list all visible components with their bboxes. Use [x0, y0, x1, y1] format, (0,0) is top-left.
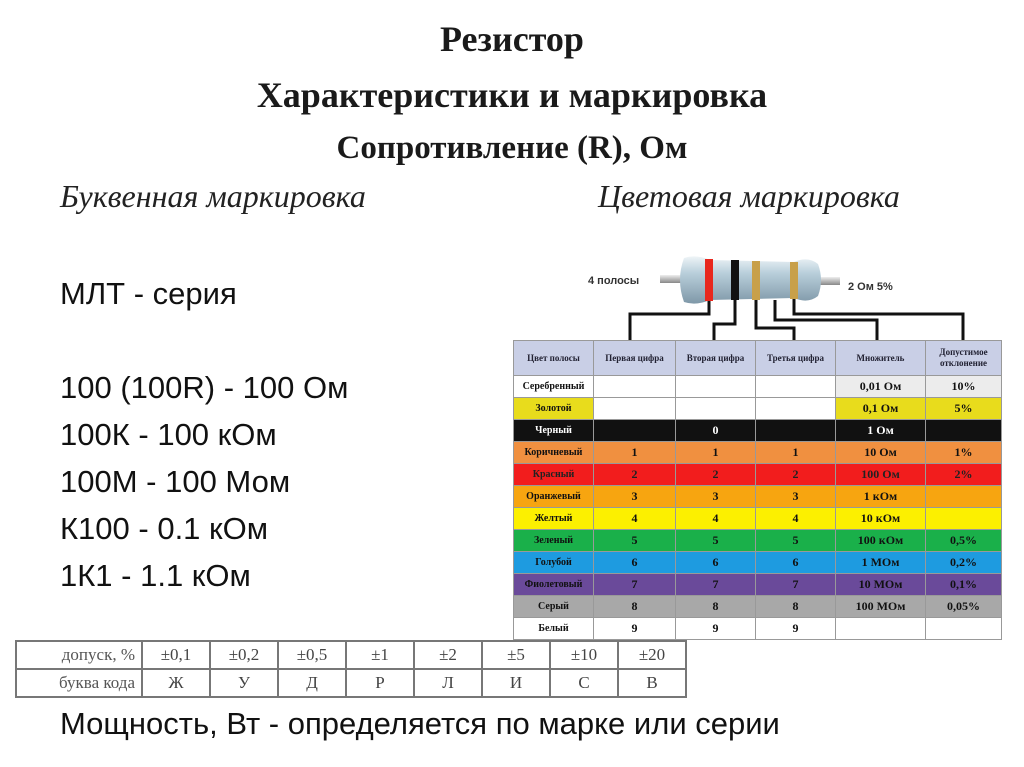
series-text: МЛТ - серия [60, 276, 237, 311]
table-header-row [514, 341, 1002, 376]
third-digit: 1 [756, 442, 836, 464]
second-digit: 3 [676, 486, 756, 508]
band-color-name: Черный [514, 420, 594, 442]
resistor-bands-label: 4 полосы [588, 275, 640, 287]
table-row [514, 398, 1002, 420]
second-digit: 1 [676, 442, 756, 464]
third-digit [756, 398, 836, 420]
third-digit: 4 [756, 508, 836, 530]
power-note: Мощность, Вт - определяется по марке или серии [60, 706, 780, 741]
resistor-band-gold-1 [752, 261, 760, 300]
band-color-name: Желтый [514, 508, 594, 530]
multiplier: 1 Ом [836, 420, 926, 442]
third-digit: 3 [756, 486, 836, 508]
first-digit [594, 398, 676, 420]
color-code-table [513, 340, 1002, 640]
band-color-name: Красный [514, 464, 594, 486]
tolerance: 1% [926, 442, 1002, 464]
header-cell: Вторая цифра [676, 341, 756, 376]
code-letter: В [618, 669, 686, 697]
multiplier: 1 МОм [836, 552, 926, 574]
multiplier: 100 Ом [836, 464, 926, 486]
code-letter: Д [278, 669, 346, 697]
tolerance: 0,5% [926, 530, 1002, 552]
resistor-body [680, 256, 821, 303]
title-resistance: Сопротивление (R), Ом [336, 130, 688, 166]
first-digit [594, 420, 676, 442]
first-digit: 1 [594, 442, 676, 464]
table-row [514, 464, 1002, 486]
band-color-name: Золотой [514, 398, 594, 420]
header-cell: Первая цифра [594, 341, 676, 376]
band-color-name: Коричневый [514, 442, 594, 464]
table-row [514, 596, 1002, 618]
third-digit: 5 [756, 530, 836, 552]
code-letter: С [550, 669, 618, 697]
third-digit: 9 [756, 618, 836, 640]
table-row [514, 618, 1002, 640]
header-cell: Цвет полосы [514, 341, 594, 376]
code-letter: Р [346, 669, 414, 697]
band-color-name: Зеленый [514, 530, 594, 552]
second-digit: 0 [676, 420, 756, 442]
third-digit: 6 [756, 552, 836, 574]
second-digit: 7 [676, 574, 756, 596]
tolerance-row-label: допуск, % [16, 641, 142, 669]
header-cell: Третья цифра [756, 341, 836, 376]
first-digit: 9 [594, 618, 676, 640]
tolerance [926, 486, 1002, 508]
table-row [514, 508, 1002, 530]
multiplier: 1 кОм [836, 486, 926, 508]
resistor-illustration [580, 250, 1010, 342]
code-row-label: буква кода [16, 669, 142, 697]
multiplier: 10 Ом [836, 442, 926, 464]
band-color-name: Серебренный [514, 376, 594, 398]
tolerance-value: ±0,5 [278, 641, 346, 669]
first-digit: 7 [594, 574, 676, 596]
marking-example: 100К - 100 кОм [60, 417, 277, 452]
first-digit: 3 [594, 486, 676, 508]
band-color-name: Серый [514, 596, 594, 618]
subtitle-letter-marking: Буквенная маркировка [60, 178, 366, 214]
resistor-band-black [731, 260, 739, 300]
marking-example: 100М - 100 Мом [60, 464, 291, 499]
tolerance [926, 420, 1002, 442]
marking-example: К100 - 0.1 кОм [60, 511, 269, 546]
tolerance: 10% [926, 376, 1002, 398]
tolerance-value: ±2 [414, 641, 482, 669]
second-digit: 8 [676, 596, 756, 618]
second-digit [676, 398, 756, 420]
tolerance-value: ±0,1 [142, 641, 210, 669]
multiplier [836, 618, 926, 640]
multiplier: 100 кОм [836, 530, 926, 552]
tolerance-row [16, 641, 686, 669]
third-digit: 7 [756, 574, 836, 596]
tolerance-code-table [15, 640, 687, 698]
tolerance-value: ±20 [618, 641, 686, 669]
second-digit: 5 [676, 530, 756, 552]
first-digit: 5 [594, 530, 676, 552]
table-row [514, 530, 1002, 552]
band-color-name: Голубой [514, 552, 594, 574]
marking-example: 100 (100R) - 100 Ом [60, 370, 349, 405]
second-digit [676, 376, 756, 398]
title-characteristics: Характеристики и маркировка [256, 75, 768, 115]
header-cell: Допустимое отклонение [926, 341, 1002, 376]
first-digit: 2 [594, 464, 676, 486]
second-digit: 9 [676, 618, 756, 640]
table-row [514, 376, 1002, 398]
band-color-name: Оранжевый [514, 486, 594, 508]
code-letter: У [210, 669, 278, 697]
header-cell: Множитель [836, 341, 926, 376]
tolerance: 0,05% [926, 596, 1002, 618]
second-digit: 4 [676, 508, 756, 530]
tolerance-value: ±0,2 [210, 641, 278, 669]
third-digit: 2 [756, 464, 836, 486]
band-color-name: Фиолетовый [514, 574, 594, 596]
tolerance [926, 618, 1002, 640]
third-digit [756, 376, 836, 398]
connector-line [630, 301, 709, 340]
first-digit: 8 [594, 596, 676, 618]
table-row [514, 486, 1002, 508]
tolerance: 5% [926, 398, 1002, 420]
table-row [514, 420, 1002, 442]
first-digit [594, 376, 676, 398]
first-digit: 4 [594, 508, 676, 530]
tolerance: 0,1% [926, 574, 1002, 596]
multiplier: 0,01 Ом [836, 376, 926, 398]
tolerance-value: ±5 [482, 641, 550, 669]
marking-example: 1К1 - 1.1 кОм [60, 558, 251, 593]
resistor-value-label: 2 Ом 5% [848, 281, 893, 293]
table-row [514, 442, 1002, 464]
second-digit: 2 [676, 464, 756, 486]
resistor-band-red [705, 259, 713, 301]
code-row [16, 669, 686, 697]
third-digit [756, 420, 836, 442]
multiplier: 10 МОм [836, 574, 926, 596]
tolerance-value: ±10 [550, 641, 618, 669]
multiplier: 10 кОм [836, 508, 926, 530]
tolerance [926, 508, 1002, 530]
title-main: Резистор [440, 19, 584, 59]
tolerance: 0,2% [926, 552, 1002, 574]
band-color-name: Белый [514, 618, 594, 640]
connector-line [714, 300, 735, 340]
tolerance: 2% [926, 464, 1002, 486]
multiplier: 0,1 Ом [836, 398, 926, 420]
multiplier: 100 МОм [836, 596, 926, 618]
third-digit: 8 [756, 596, 836, 618]
code-letter: И [482, 669, 550, 697]
subtitle-color-marking: Цветовая маркировка [598, 178, 900, 214]
first-digit: 6 [594, 552, 676, 574]
resistor-band-gold-2 [790, 262, 798, 299]
table-row [514, 552, 1002, 574]
code-letter: Ж [142, 669, 210, 697]
connector-line [775, 300, 877, 340]
code-letter: Л [414, 669, 482, 697]
table-row [514, 574, 1002, 596]
tolerance-value: ±1 [346, 641, 414, 669]
second-digit: 6 [676, 552, 756, 574]
